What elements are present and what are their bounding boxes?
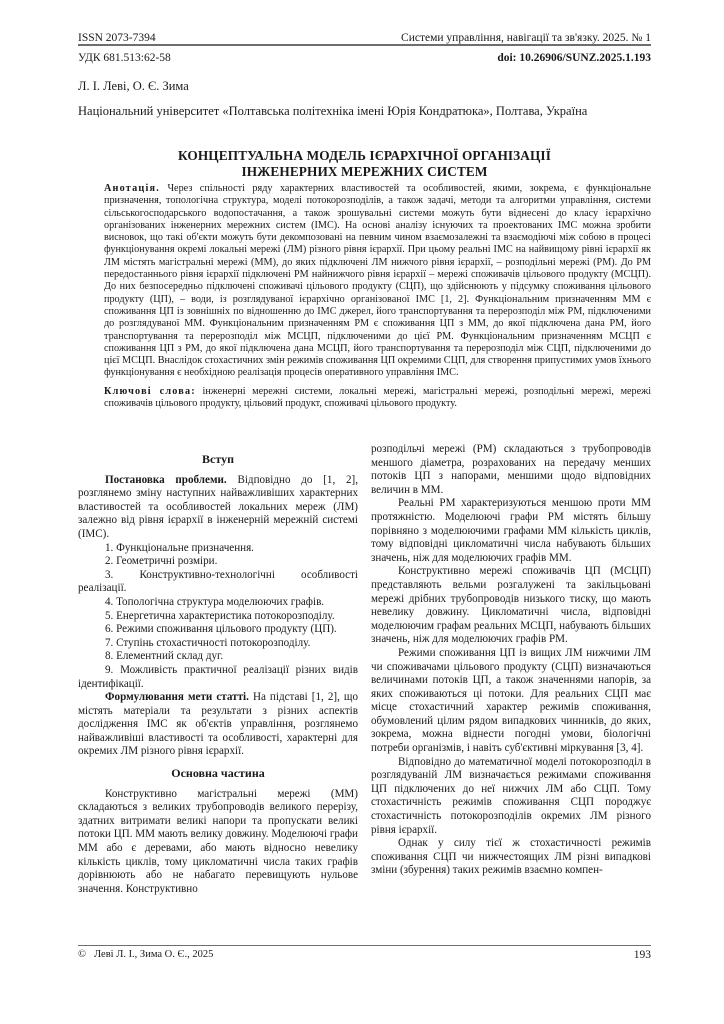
list-item: 6. Режими споживання цільового продукту (ЦП).: [105, 623, 337, 636]
list-item: 3. Конструктивно-технологічні особливості реалізації.: [78, 568, 358, 595]
abstract: [104, 183, 651, 380]
header-rule: [78, 44, 651, 46]
goal-paragraph: [78, 691, 358, 759]
page-footer: [78, 949, 651, 961]
issn: ISSN 2073-7394: [78, 32, 156, 44]
title-line-2: ІНЖЕНЕРНИХ МЕРЕЖНИХ СИСТЕМ: [241, 163, 488, 179]
goal-text: На підставі [1, 2], що містять матеріали та результати з різних аспектів дослідження ІМС як об'єктів управління, розглянемо найважливіші властивості та особливості, характерні для окремих ЛМ різного рівня ієрархії.: [78, 691, 358, 758]
affiliation: Національний університет «Полтавська політехніка імені Юрія Кондратюка», Полтава, Україна: [78, 104, 588, 118]
keywords-label: Ключові слова:: [104, 385, 196, 397]
copyright: [78, 949, 213, 961]
list-item: 8. Елементний склад дуг.: [105, 650, 224, 663]
body-paragraph: Реальні РМ характеризуються меншою проти ММ протяжністю. Моделюючі графи РМ містять більшу порівняно з моделюючими графами ММ кількість циклів, тому відповідні цикломатичні числа набувають більших значень, ніж для моделюючих графів ММ.: [371, 497, 651, 564]
title-line-1: КОНЦЕПТУАЛЬНА МОДЕЛЬ ІЄРАРХІЧНОЇ ОРГАНІЗАЦІЇ: [178, 148, 551, 163]
keywords: [104, 386, 651, 411]
copyright-icon: ©: [78, 949, 86, 960]
list-item: 5. Енергетична характеристика потокорозподілу.: [105, 609, 335, 622]
keywords-text: інженерні мережні системи, локальні мережі, магістральні мережі, розподільні мережі, мережі споживачів цільового продукту, цільовий продукт, споживачі цільового продукту.: [104, 385, 652, 410]
footer-rule: [78, 945, 651, 946]
abstract-text: Через спільності ряду характерних властивостей та особливостей, якими, зокрема, є функціональне призначення, топологічна структура, моделі потокорозподілів, а також задачі, методи та алгоритми управління, системи сільськогосподарського водопостачання, а також зрошувальні системи можуть бути віднесені до класу ієрархічно організованих інженерних мережних систем (ІМС). На основі аналізу існуючих та проектованих ІМС можна зробити висновок, що такі об'єкти можуть бути декомпозовані на певним чином взаємозалежні та взаємодіючі між собою в процесі функціонування окремі локальні мережі (ЛМ) різного рівня ієрархії. При цьому реальні ІМС на найвищому рівні ієрархії як ЛМ містять магістральні мережі (ММ), до яких підключені ЛМ нижчого рівня ієрархії, – розподільні мережі (РМ). До РМ передостаннього рівня ієрархії підключені РМ найнижчого рівня ієрархії – мережі споживачів цільового продукту (МСЦП). До них безпосередньо підключені споживачі цільового продукту (СЦП), що здійснюють у підсумку споживання цільового продукту (ЦП), – води, із розглядуваної ієрархічно організованої ІМС [1, 2]. Функціональним призначенням ММ є споживання ЦП із зовнішніх по відношенню до ІМС джерел, його транспортування та перерозподіл між РМ, підключеними до розглядуваної ММ. Функціональним призначенням РМ є споживання ЦП з ММ, до якої підключена дана РМ, його транспортування та перерозподіл між МСЦП, підключеними до цієї РМ. Функціональним призначенням МСЦП є споживання ЦП з РМ, до якої підключена дана МСЦП, його транспортування та перерозподіл між СЦП, підключеними до цієї МСЦП. Внаслідок стохастичних змін режимів споживання ЦП окремими СЦП, для створення припустимих умов їхнього функціонування є необхідною реалізація процесів оперативного управління ІМС.: [104, 183, 651, 379]
copyright-text: Леві Л. І., Зима О. Є., 2025: [93, 949, 214, 960]
list-item: 9. Можливість практичної реалізації різних видів ідентифікації.: [78, 663, 358, 690]
journal-name: Системи управління, навігації та зв'язку. 2025. № 1: [401, 32, 651, 44]
main-heading: Основна частина: [171, 766, 265, 781]
list-item: 1. Функціональне призначення.: [105, 541, 254, 554]
list-item: 2. Геометричні розміри.: [105, 555, 218, 568]
running-header: [78, 28, 651, 44]
doi-link[interactable]: doi: 10.26906/SUNZ.2025.1.193: [497, 52, 651, 64]
goal-label: Формулювання мети статті.: [105, 691, 249, 704]
udk: УДК 681.513:62-58: [78, 52, 171, 64]
body-columns: [78, 443, 651, 896]
list-item: 7. Ступінь стохастичності потокорозподілу.: [105, 636, 311, 649]
abstract-label: Анотація.: [104, 183, 160, 194]
authors: Л. І. Леві, О. Є. Зима: [78, 79, 189, 93]
problem-paragraph: [78, 474, 358, 542]
main-paragraph: Конструктивно магістральні мережі (ММ) складаються з великих трубопроводів великого перерізу, здатних витримати великі напори та пропускати великі потоки ЦП. ММ мають велику довжину. Моделюючі графи ММ або є деревами, або мають відносно невелику кількість циклів, тому цикломатичні числа таких графів дорівнюють або не набагато перевищують нульове значення. Конструктивно: [78, 787, 358, 895]
problem-label: Постановка проблеми.: [105, 473, 227, 486]
intro-heading: Вступ: [202, 452, 234, 466]
article-title: [78, 148, 651, 179]
left-column: [78, 453, 358, 896]
page-number: 193: [633, 949, 651, 961]
body-paragraph: розподільчі мережі (РМ) складаються з трубопроводів меншого діаметра, розрахованих на передачу менших потоків ЦП з напорами, меншими щодо відповідних величин в ММ.: [371, 443, 651, 496]
right-column: [371, 443, 651, 896]
body-paragraph: Однак у силу тієї ж стохастичності режимів споживання СЦП чи нижчестоящих ЛМ різні випадкові зміни (збурення) таких режимів взаємно компен-: [371, 837, 651, 877]
meta-line: [78, 52, 651, 68]
body-paragraph: Режими споживання ЦП із вищих ЛМ нижчими ЛМ чи споживачами цільового продукту (СЦП) визначаються величинами потоків ЦП, а також значеннями напорів, за яких споживаються ці потоки. Для реальних СЦП має місце стохастичний характер режимів споживання, обумовлений цілим рядом випадкових чинників, до яких, зокрема, можна віднести погодні умови, біологічні потреби організмів, і навіть суб'єктивні міркування [3, 4].: [371, 646, 651, 755]
list-item: 4. Топологічна структура моделюючих графів.: [105, 595, 325, 608]
body-paragraph: Відповідно до математичної моделі потокорозподіл в розглядуваній ЛМ визначається режимами споживання ЦП підключених до неї нижчих ЛМ або СЦП. Тому стохастичність режимів споживання СЦП породжує стохастичність потокорозподілів окремих ЛМ різного рівня ієрархії.: [371, 755, 651, 836]
abstract-block: [104, 183, 651, 410]
problem-text: Відповідно до [1, 2], розглянемо зміну наступних найважливіших характерних властивостей та особливостей локальних мереж (ЛМ) залежно від рівня ієрархії в інженерній мережній системі (ІМС).: [78, 473, 358, 540]
body-paragraph: Конструктивно мережі споживачів ЦП (МСЦП) представляють вельми розгалужені та закільцьовані мережі дрібних трубопроводів низького тиску, що мають невелику довжину. Цикломатичні числа, відповідні моделюючим графам реальних МСЦП, набувають більших значень, ніж для моделюючих графів РМ.: [371, 565, 651, 646]
